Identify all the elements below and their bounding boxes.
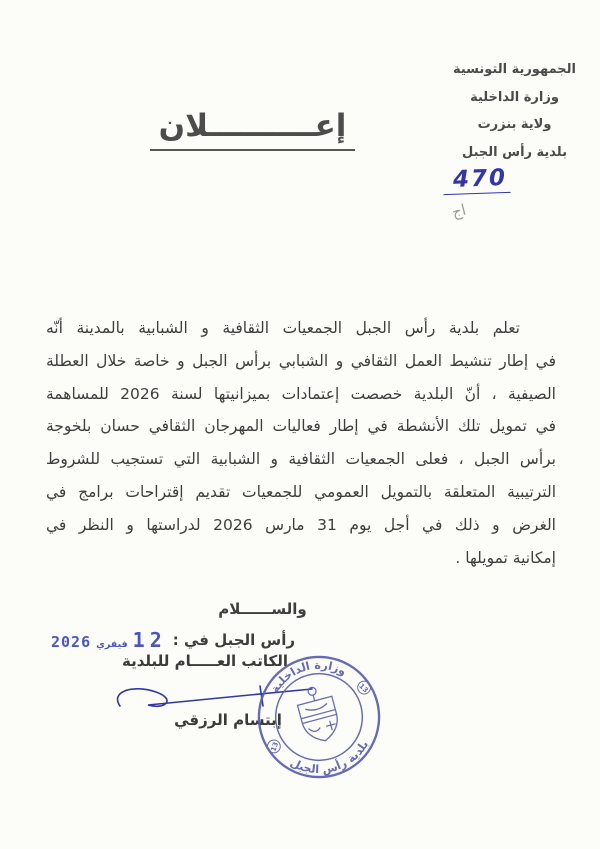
body-line: تعلم بلدية رأس الجبل الجمعيات الثقافية و الشبابية بالمدينة أنّه	[46, 319, 520, 337]
svg-text:بلدية رأس الجبل	[285, 735, 376, 785]
letterhead-ministry: وزارة الداخلية	[470, 89, 559, 105]
date-stamp-year: 2026	[50, 633, 92, 651]
stamp-left-number: 13	[269, 740, 281, 753]
body-line: برأس الجبل ، فعلى الجمعيات الثقافية و الشبابية التي تستجيب للشروط	[46, 450, 556, 469]
salutation: والســــــلام	[218, 600, 307, 618]
body-line: إمكانية تمويلها .	[455, 548, 556, 567]
body-paragraph	[46, 312, 556, 574]
date-stamp-month: فيفري	[96, 639, 128, 650]
stamp-bottom-text: بلدية رأس الجبل	[287, 737, 372, 777]
date-stamp-day: 12	[132, 628, 167, 652]
letterhead-governorate: ولاية بنزرت	[477, 117, 552, 132]
signatory-name: إبتسام الرزقي	[174, 711, 282, 729]
letterhead-municipality: بلدية رأس الجبل	[461, 144, 567, 160]
place-date-label: رأس الجبل في :	[172, 631, 295, 649]
coat-of-arms-icon	[294, 683, 343, 745]
pencil-annotation: اج	[450, 200, 468, 222]
letterhead	[437, 56, 592, 166]
body-line: الغرض و ذلك في أجل يوم 31 مارس 2026 لدراستها و النظر في	[46, 515, 556, 534]
signatory-title: الكاتب العـــــام للبلدية	[122, 652, 288, 670]
stamp-right-number: 13	[357, 682, 370, 695]
handwritten-reference-number: 470	[443, 165, 511, 195]
document-title: إعــــــــــلان	[150, 108, 355, 151]
place-and-date-line	[50, 628, 295, 652]
body-line: في تمويل تلك الأنشطة في إطار فعاليات المهرجان الثقافي حسان بلخوجة	[46, 417, 556, 436]
body-line: في إطار تنشيط العمل الثقافي و الشبابي برأس الجبل و خاصة خلال العطلة	[46, 351, 556, 370]
letterhead-republic: الجمهورية التونسية	[452, 62, 577, 77]
date-stamp	[51, 628, 167, 652]
body-line: الترتيبية المتعلقة بالتمويل العمومي للجمعيات تقديم إقتراحات برامج في	[46, 482, 556, 501]
stamp-top-text: وزارة الداخلية	[267, 657, 349, 696]
body-line: الصيفية ، أنّ البلدية خصصت إعتمادات بميزانيتها لسنة 2026 للمساهمة	[46, 384, 556, 403]
